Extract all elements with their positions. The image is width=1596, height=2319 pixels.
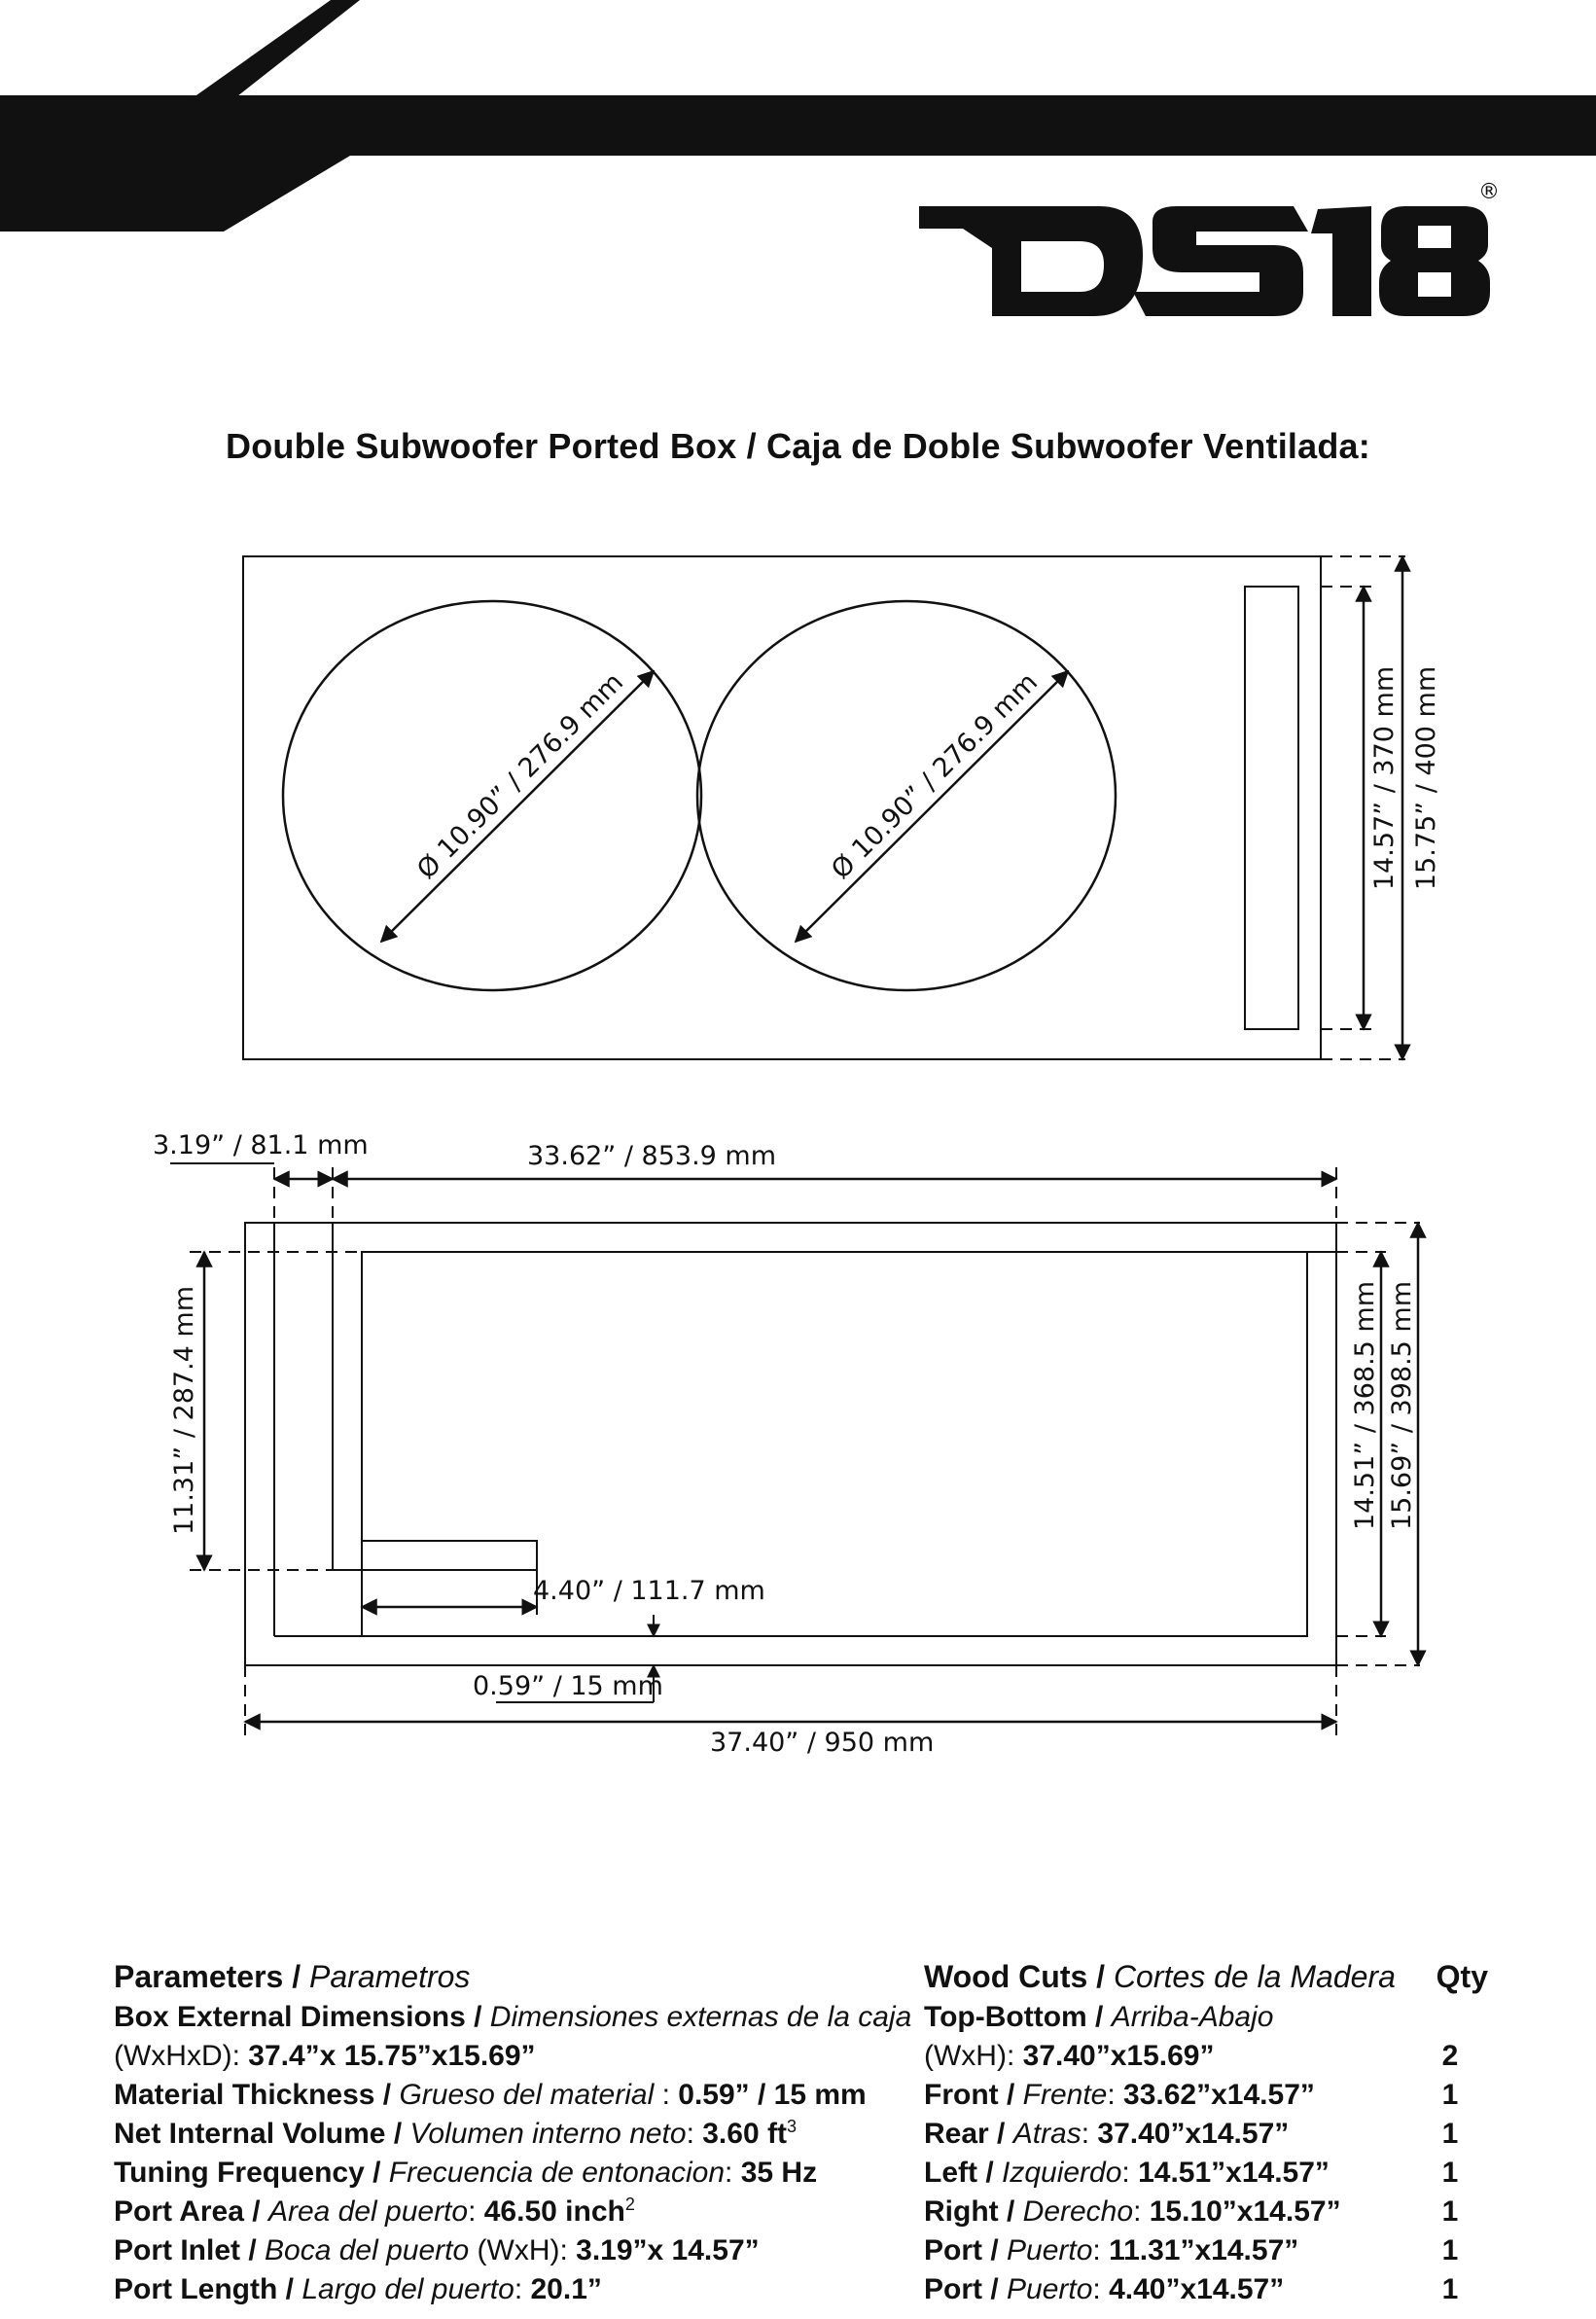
param-suffix: : (725, 2157, 741, 2189)
cut-label: Top-Bottom / (924, 2001, 1112, 2033)
cut-suffix: : (1081, 2118, 1098, 2150)
wood-cuts-heading-es: Cortes de la Madera (1113, 1959, 1396, 1994)
param-label-es: Boca del puerto (265, 2234, 470, 2266)
outer-height-label: 15.75” / 400 mm (1411, 665, 1441, 891)
param-label-es: Dimensiones externas de la caja (489, 2001, 912, 2033)
param-row (114, 2231, 911, 2270)
parameters-heading-en: Parameters / (114, 1959, 310, 1994)
param-label: Net Internal Volume / (114, 2118, 410, 2150)
top-view (243, 556, 1405, 1059)
param-suffix: : (686, 2118, 703, 2150)
port-length-label: 11.31” / 287.4 mm (169, 1285, 199, 1536)
page-title: Double Subwoofer Ported Box / Caja de Doble Subwoofer Ventilada: (226, 426, 1370, 466)
param-label-es: Frecuencia de entonacion (388, 2157, 726, 2189)
cut-suffix: : (1133, 2195, 1150, 2228)
cutout-2-diameter-label: Ø 10.90” / 276.9 mm (826, 666, 1045, 885)
param-label: Tuning Frequency / (114, 2157, 389, 2189)
top-view-outline (243, 556, 1321, 1059)
qty-heading: Qty (1436, 1959, 1488, 1994)
cut-suffix: (WxH): (924, 2040, 1023, 2072)
cut-label-es: Atras (1012, 2118, 1082, 2150)
param-label-es: Volumen interno neto (409, 2118, 687, 2150)
cut-label-es: Frente (1022, 2079, 1108, 2111)
cut-qty: 1 (1441, 2234, 1459, 2266)
parameters-heading-es: Parametros (309, 1959, 471, 1994)
cut-row (924, 2270, 1488, 2309)
wood-cuts-heading (924, 1957, 1488, 1996)
thickness-label: 0.59” / 15 mm (473, 1671, 663, 1701)
param-row (114, 1998, 911, 2037)
param-label-es: Grueso del material (399, 2079, 655, 2111)
port-bend-label: 4.40” / 111.7 mm (533, 1576, 765, 1606)
outer-depth-label: 15.69” / 398.5 mm (1387, 1280, 1417, 1531)
cut-qty: 1 (1441, 2079, 1459, 2111)
param-label-es: Largo del puerto (301, 2273, 514, 2305)
cut-label: Rear / (924, 2118, 1013, 2150)
param-unit-exponent: 2 (624, 2194, 635, 2214)
cut-suffix: : (1092, 2234, 1110, 2266)
cut-qty: 1 (1441, 2157, 1459, 2189)
parameters-heading (114, 1957, 911, 1996)
param-value: 35 Hz (740, 2157, 818, 2189)
section-outer-wall (245, 1223, 1336, 1665)
param-value: 46.50 inch (483, 2195, 625, 2228)
param-label: Port Length / (114, 2273, 302, 2305)
cut-label: Port / (924, 2234, 1008, 2266)
cut-suffix: : (1092, 2273, 1110, 2305)
cut-row (924, 2231, 1488, 2270)
cut-label: Front / (924, 2079, 1023, 2111)
wood-cuts-section (924, 1957, 1488, 2309)
registered-mark: ® (1478, 180, 1500, 204)
param-suffix: (WxH): (469, 2234, 577, 2266)
param-suffix: : (468, 2195, 484, 2228)
cut-row (924, 2193, 1488, 2231)
param-unit-exponent: 3 (786, 2117, 797, 2136)
cut-label: Left / (924, 2157, 1002, 2189)
cut-label-es: Derecho (1022, 2195, 1134, 2228)
cut-size: 4.40”x14.57” (1109, 2273, 1285, 2305)
cutout-1-diameter-arrow (381, 671, 654, 942)
section-inner-cavity (362, 1252, 1307, 1636)
param-row (114, 2037, 911, 2076)
cut-size: 15.10”x14.57” (1149, 2195, 1341, 2228)
param-suffix: (WxHxD): (114, 2040, 249, 2072)
param-row (114, 2154, 911, 2193)
cut-label-es: Arriba-Abajo (1111, 2001, 1274, 2033)
param-value: 37.4”x 15.75”x15.69” (248, 2040, 536, 2072)
param-value: 20.1” (530, 2273, 602, 2305)
param-label: Port Inlet / (114, 2234, 266, 2266)
cut-label-es: Puerto (1007, 2234, 1093, 2266)
param-row (114, 2076, 911, 2115)
cut-label-es: Izquierdo (1002, 2157, 1122, 2189)
param-value: 0.59” / 15 mm (678, 2079, 867, 2111)
cutout-1-diameter-label: Ø 10.90” / 276.9 mm (411, 666, 630, 885)
cut-label: Port / (924, 2273, 1008, 2305)
port-bend-panel (362, 1541, 537, 1570)
cut-qty: 1 (1441, 2195, 1459, 2228)
cutout-2-diameter-arrow (796, 671, 1068, 942)
wood-cuts-heading-en: Wood Cuts / (924, 1959, 1114, 1994)
cut-label: Right / (924, 2195, 1023, 2228)
cut-row (924, 2154, 1488, 2193)
param-row (114, 2193, 911, 2231)
param-value: 3.19”x 14.57” (576, 2234, 760, 2266)
cut-size: 14.51”x14.57” (1138, 2157, 1330, 2189)
port-width-label: 3.19” / 81.1 mm (153, 1130, 369, 1160)
cut-row (924, 2037, 1488, 2076)
cut-qty: 2 (1441, 2040, 1459, 2072)
param-value: 3.60 ft (702, 2118, 787, 2150)
parameters-section (114, 1957, 911, 2309)
cut-size: 11.31”x14.57” (1109, 2234, 1299, 2266)
cut-row (924, 2115, 1488, 2154)
inner-height-label: 14.57” / 370 mm (1369, 665, 1400, 891)
cut-size: 37.40”x15.69” (1022, 2040, 1215, 2072)
cut-qty: 1 (1441, 2118, 1459, 2150)
param-row (114, 2270, 911, 2309)
section-view (170, 1163, 1420, 1736)
port-opening (1245, 587, 1298, 1029)
cut-suffix: : (1107, 2079, 1124, 2111)
cut-row (924, 2076, 1488, 2115)
cut-qty: 1 (1441, 2273, 1459, 2305)
inner-width-label: 33.62” / 853.9 mm (527, 1141, 777, 1171)
param-label: Box External Dimensions / (114, 2001, 490, 2033)
cut-size: 33.62”x14.57” (1123, 2079, 1315, 2111)
inner-depth-label: 14.51” / 368.5 mm (1350, 1280, 1380, 1531)
outer-width-label: 37.40” / 950 mm (710, 1728, 935, 1758)
param-suffix: : (514, 2273, 531, 2305)
cut-size: 37.40”x14.57” (1097, 2118, 1290, 2150)
param-row (114, 2115, 911, 2154)
cut-row (924, 1998, 1488, 2037)
param-suffix: : (654, 2079, 679, 2111)
param-label: Material Thickness / (114, 2079, 400, 2111)
cut-label-es: Puerto (1007, 2273, 1093, 2305)
cut-suffix: : (1121, 2157, 1139, 2189)
param-label-es: Area del puerto (267, 2195, 469, 2228)
param-label: Port Area / (114, 2195, 268, 2228)
